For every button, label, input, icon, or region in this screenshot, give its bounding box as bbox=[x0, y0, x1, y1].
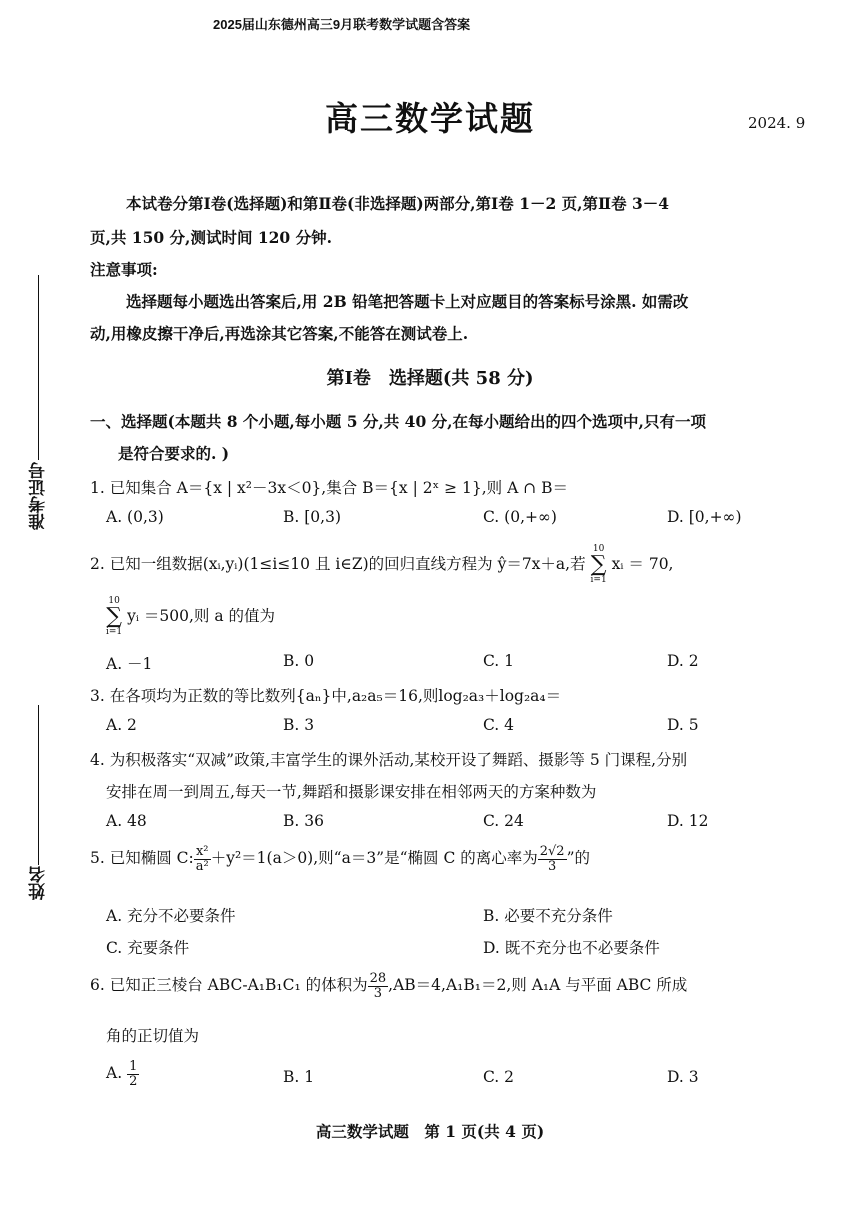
q2-option-d: D. 2 bbox=[667, 652, 699, 670]
q6-option-d: D. 3 bbox=[667, 1068, 699, 1086]
page-title: 高三数学试题 bbox=[325, 99, 535, 138]
q5-option-c: C. 充要条件 bbox=[106, 939, 190, 957]
question-4-line-2: 安排在周一到周五,每天一节,舞蹈和摄影课安排在相邻两天的方案种数为 bbox=[106, 783, 597, 801]
notes-line-1: 选择题每小题选出答案后,用 2B 铅笔把答题卡上对应题目的答案标号涂黑. 如需改 bbox=[126, 292, 689, 311]
page-footer: 高三数学试题 第 1 页(共 4 页) bbox=[315, 1122, 545, 1141]
fraction: $\frac{28}{3}$ bbox=[369, 971, 387, 1001]
q3-option-b: B. 3 bbox=[283, 716, 315, 734]
question-6-stem: 6. 已知正三棱台 ABC-A₁B₁C₁ 的体积为 $\frac{28}{3}$ ,AB＝4,A₁B₁＝2,则 A₁A 与平面 ABC 所成 bbox=[90, 971, 688, 1001]
q3-option-d: D. 5 bbox=[667, 716, 699, 734]
q5-option-a: A. 充分不必要条件 bbox=[106, 907, 236, 925]
exam-number-label: 准考证号 bbox=[29, 462, 49, 530]
q3-option-c: C. 4 bbox=[483, 716, 515, 734]
fraction: $\frac{\text{x²}}{\text{a²}}$ bbox=[195, 844, 209, 874]
q6-option-b: B. 1 bbox=[283, 1068, 315, 1086]
q5-option-d: D. 既不充分也不必要条件 bbox=[483, 939, 660, 957]
q2-option-a: A. －1 bbox=[106, 655, 153, 673]
q4-option-b: B. 36 bbox=[283, 812, 324, 830]
question-4-line-1: 4. 为积极落实“双减”政策,丰富学生的课外活动,某校开设了舞蹈、摄影等 5 门课程,分别 bbox=[90, 751, 688, 769]
q1-option-d: D. [0,+∞) bbox=[667, 508, 742, 526]
q4-option-c: C. 24 bbox=[483, 812, 524, 830]
q6-option-a: A. $\frac{1}{2}$ bbox=[106, 1059, 138, 1089]
notes-line-2: 动,用橡皮擦干净后,再选涂其它答案,不能答在测试卷上. bbox=[90, 324, 469, 343]
intro-line-1: 本试卷分第Ⅰ卷(选择题)和第Ⅱ卷(非选择题)两部分,第Ⅰ卷 1－2 页,第Ⅱ卷 3－4 bbox=[126, 194, 670, 213]
q1-option-c: C. (0,+∞) bbox=[483, 508, 557, 526]
question-3-stem: 3. 在各项均为正数的等比数列{aₙ}中,a₂a₅＝16,则log₂a₃＋log₂a₄＝ bbox=[90, 687, 562, 705]
question-5-stem: 5. 已知椭圆 C: $\frac{\text{x²}}{\text{a²}}$ ＋y²＝1(a＞0),则“a＝3”是“椭圆 C 的离心率为 $\frac{2√2}{3}$ ”的 bbox=[90, 844, 591, 874]
section-line-2: 是符合要求的. ) bbox=[118, 444, 230, 463]
document-header: 2025届山东德州高三9月联考数学试题含答案 bbox=[213, 17, 471, 32]
part-title: 第Ⅰ卷 选择题(共 58 分) bbox=[326, 368, 534, 389]
q4-option-d: D. 12 bbox=[667, 812, 709, 830]
name-line bbox=[38, 705, 39, 865]
q1-option-b: B. [0,3) bbox=[283, 508, 341, 526]
question-2-stem-2 bbox=[106, 597, 275, 637]
fraction: $\frac{1}{2}$ bbox=[129, 1059, 138, 1089]
q6-option-c: C. 2 bbox=[483, 1068, 515, 1086]
name-label: 姓名 bbox=[29, 866, 49, 900]
sum-symbol: 10 ∑ i=1 bbox=[106, 596, 123, 637]
sum-symbol: 10 ∑ i=1 bbox=[590, 544, 607, 585]
q2-sum-y: yᵢ ＝500,则 a 的值为 bbox=[127, 607, 276, 625]
q4-option-a: A. 48 bbox=[106, 812, 147, 830]
question-6-line-2: 角的正切值为 bbox=[106, 1027, 200, 1045]
q2-option-c: C. 1 bbox=[483, 652, 515, 670]
exam-date: 2024. 9 bbox=[748, 114, 806, 132]
q2-sum-x: xᵢ ＝ 70, bbox=[611, 555, 674, 573]
q5-option-b: B. 必要不充分条件 bbox=[483, 907, 613, 925]
intro-line-2: 页,共 150 分,测试时间 120 分钟. bbox=[90, 228, 332, 247]
q2-option-b: B. 0 bbox=[283, 652, 315, 670]
q1-option-a: A. (0,3) bbox=[106, 508, 164, 526]
q2-stem-text: 2. 已知一组数据(xᵢ,yᵢ)(1≤i≤10 且 i∈Z)的回归直线方程为 ŷ＝7x＋a,若 bbox=[90, 555, 586, 573]
question-2-stem bbox=[90, 545, 674, 585]
fraction: $\frac{2√2}{3}$ bbox=[539, 844, 565, 874]
q3-option-a: A. 2 bbox=[106, 716, 137, 734]
section-line-1: 一、选择题(本题共 8 个小题,每小题 5 分,共 40 分,在每小题给出的四个选项中,只有一项 bbox=[90, 412, 706, 431]
notes-title: 注意事项: bbox=[90, 260, 158, 279]
question-1-stem: 1. 已知集合 A＝{x | x²－3x＜0},集合 B＝{x | 2ˣ ≥ 1},则 A ∩ B＝ bbox=[90, 479, 568, 497]
